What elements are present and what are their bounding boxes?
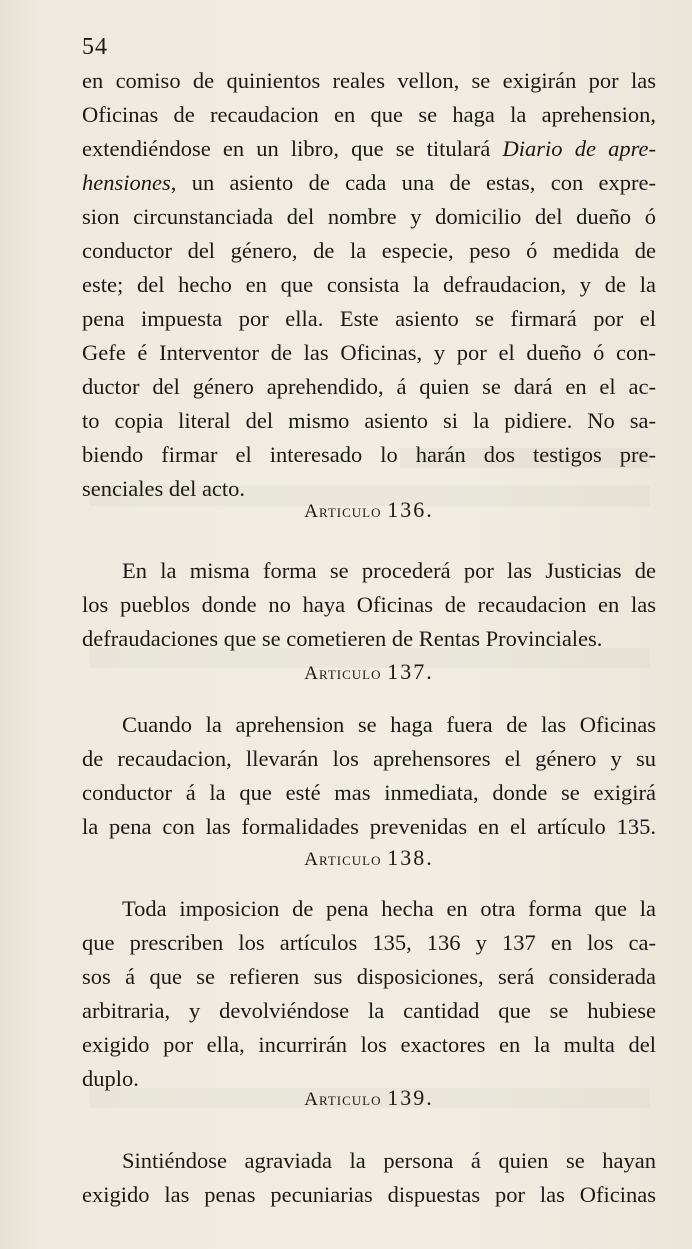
text-line: este; del hecho en que consista la defraudacion, y de la (82, 272, 656, 297)
article-label: Articulo (304, 849, 382, 870)
text-line: biendo firmar el interesado lo harán dos testigos pre- (82, 442, 656, 467)
text-line: arbitraria, y devolviéndose la cantidad que se hubiese (82, 998, 656, 1023)
article-heading (82, 490, 656, 530)
article-heading (82, 652, 656, 692)
text-line: Sintiéndose agraviada la persona á quien se hayan (122, 1148, 656, 1173)
text-line: En la misma forma se procederá por las Justicias de (122, 558, 656, 583)
article-label: Articulo (304, 1089, 382, 1110)
text-line: senciales del acto. (82, 476, 246, 501)
text-line (82, 166, 656, 200)
text-line: Toda imposicion de pena hecha en otra forma que la (122, 896, 656, 921)
article-label: Articulo (304, 663, 382, 684)
article-label: Articulo (304, 501, 382, 522)
text-line (82, 132, 656, 166)
text-line: de recaudacion, llevarán los aprehensores el género y su (82, 746, 656, 771)
text-line: to copia literal del mismo asiento si la pidiere. No sa- (82, 408, 656, 433)
text-line: Gefe é Interventor de las Oficinas, y por el dueño ó con- (82, 340, 656, 365)
article-136 (82, 490, 656, 656)
text-line: Oficinas de recaudacion en que se haga la aprehension, (82, 102, 656, 127)
text-fragment: extendiéndose en un libro, que se titulará (82, 136, 503, 161)
article-heading (82, 1078, 656, 1118)
text-line: la pena con las formalidades prevenidas en el artículo 135. (82, 814, 656, 839)
text-line: Cuando la aprehension se haga fuera de las Oficinas (122, 712, 656, 737)
text-line: sion circunstanciada del nombre y domicilio del dueño ó (82, 204, 656, 229)
text-line: pena impuesta por ella. Este asiento se firmará por el (82, 306, 656, 331)
italic-title: Diario de apre- (502, 136, 656, 161)
text-line: sos á que se refieren sus disposiciones, será considerada (82, 964, 656, 989)
article-number: 137. (387, 659, 434, 684)
text-fragment: hensiones, un asiento de cada una de estas, con expre- (82, 170, 656, 195)
article-139 (82, 1078, 656, 1212)
text-line: defraudaciones que se cometieren de Rentas Provinciales. (82, 626, 603, 651)
paragraph-continuation (82, 64, 656, 506)
text-line: los pueblos donde no haya Oficinas de recaudacion en las (82, 592, 656, 617)
text-line: exigido las penas pecuniarias dispuestas por las Oficinas (82, 1182, 656, 1207)
article-137 (82, 652, 656, 844)
text-line: exigido por ella, incurrirán los exactores en la multa del (82, 1032, 656, 1057)
article-heading (82, 838, 656, 878)
page-number: 54 (82, 34, 108, 60)
article-138 (82, 838, 656, 1096)
article-number: 138. (387, 845, 434, 870)
italic-title-end: hensiones (82, 170, 171, 195)
article-number: 136. (387, 497, 434, 522)
article-number: 139. (387, 1085, 434, 1110)
text-line: duplo. (82, 1066, 139, 1091)
text-line: conductor á la que esté mas inmediata, donde se exigirá (82, 780, 656, 805)
text-line: en comiso de quinientos reales vellon, se exigirán por las (82, 68, 656, 93)
text-line: que prescriben los artículos 135, 136 y 137 en los ca- (82, 930, 656, 955)
text-line: ductor del género aprehendido, á quien se dará en el ac- (82, 374, 656, 399)
text-line: conductor del género, de la especie, peso ó medida de (82, 238, 656, 263)
